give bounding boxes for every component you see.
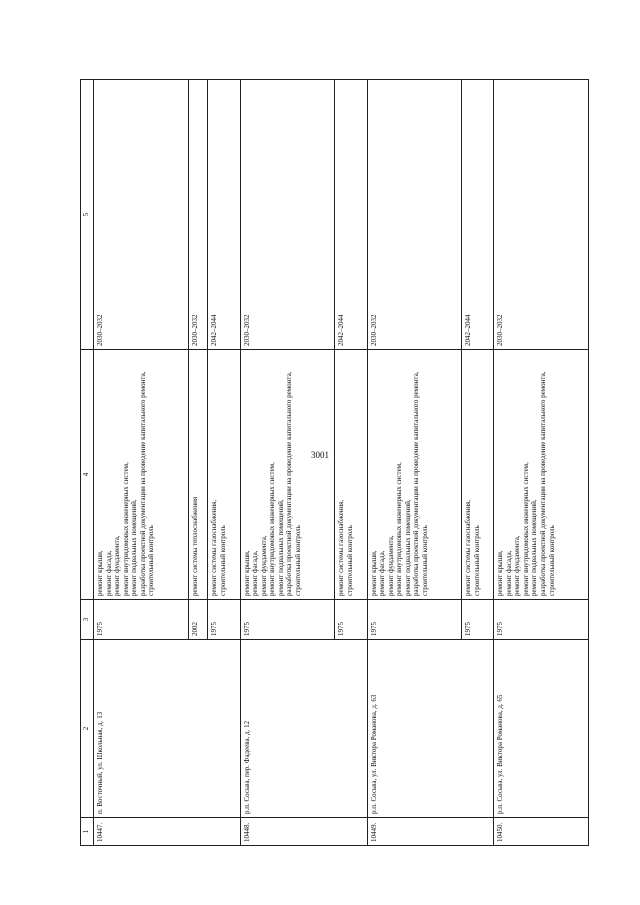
address-cell: р.п. Сосьва, пер. Фадеева, д. 12 <box>240 640 367 818</box>
column-header: 1 <box>81 818 94 846</box>
work-types-cell: ремонт системы газоснабжения, строительный контроль <box>335 350 367 600</box>
table-header-row <box>81 80 94 846</box>
work-types-cell: ремонт системы газоснабжения, строительный контроль <box>462 350 494 600</box>
year-cell: 1975 <box>462 600 494 640</box>
work-types-cell: ремонт крыши, ремонт фасада, ремонт фундамента, ремонт внутридомовых инженерных систем, ремонт подвальных помещений, разработка проектной документации на проведение капитального ремонта, строительный контроль <box>240 350 335 600</box>
record-number-cell: 10447. <box>94 818 241 846</box>
year-cell: 1975 <box>240 600 335 640</box>
planned-period-cell: 2042–2044 <box>462 80 494 350</box>
planned-period-cell: 2042–2044 <box>208 80 240 350</box>
year-cell: 1975 <box>367 600 462 640</box>
year-cell: 1975 <box>94 600 189 640</box>
work-types-cell: ремонт крыши, ремонт фасада, ремонт фундамента, ремонт внутридомовых инженерных систем, ремонт подвальных помещений, разработка проектной документации на проведение капитального ремонта, строительный контроль <box>94 350 189 600</box>
planned-period-cell: 2030–2032 <box>494 80 589 350</box>
table-row <box>367 80 462 846</box>
column-header: 5 <box>81 80 94 350</box>
planned-period-cell: 2042–2044 <box>335 80 367 350</box>
record-number-cell: 10448. <box>240 818 367 846</box>
address-cell: р.п. Сосьва, ул. Виктора Романова, д. 65 <box>494 640 589 818</box>
page-number-text: 3001 <box>311 450 329 460</box>
year-cell: 2002 <box>188 600 208 640</box>
table-row <box>94 80 189 846</box>
column-header: 2 <box>81 640 94 818</box>
table-row <box>240 80 335 846</box>
work-types-cell: ремонт системы теплоснабжения <box>188 350 208 600</box>
work-types-cell: ремонт системы газоснабжения, строительный контроль <box>208 350 240 600</box>
year-cell: 1975 <box>494 600 589 640</box>
rotated-table-wrapper <box>80 80 589 846</box>
year-cell: 1975 <box>335 600 367 640</box>
planned-period-cell: 2030–2032 <box>94 80 189 350</box>
planned-period-cell: 2030–2032 <box>188 80 208 350</box>
planned-period-cell: 2030–2032 <box>240 80 335 350</box>
planned-period-cell: 2030–2032 <box>367 80 462 350</box>
record-number-cell: 10449. <box>367 818 494 846</box>
table-row <box>494 80 589 846</box>
work-types-cell: ремонт крыши, ремонт фасада, ремонт фундамента, ремонт внутридомовых инженерных систем, ремонт подвальных помещений, разработка проектной документации на проведение капитального ремонта, строительный контроль <box>494 350 589 600</box>
work-types-cell: ремонт крыши, ремонт фасада, ремонт фундамента, ремонт внутридомовых инженерных систем, ремонт подвальных помещений, разработка проектной документации на проведение капитального ремонта, строительный контроль <box>367 350 462 600</box>
repair-schedule-table <box>80 79 589 846</box>
address-cell: п. Восточный, ул. Школьная, д. 13 <box>94 640 241 818</box>
record-number-cell: 10450. <box>494 818 589 846</box>
year-cell: 1975 <box>208 600 240 640</box>
table-body <box>94 80 589 846</box>
address-cell: р.п. Сосьва, ул. Виктора Романова, д. 63 <box>367 640 494 818</box>
column-header: 3 <box>81 600 94 640</box>
column-header: 4 <box>81 350 94 600</box>
